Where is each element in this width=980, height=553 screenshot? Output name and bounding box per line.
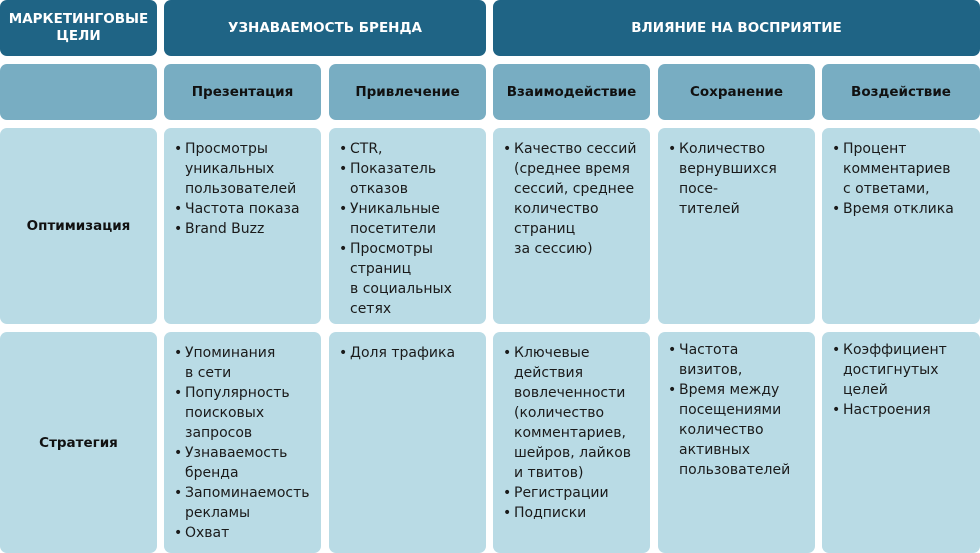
cell-optimization-attraction: [329, 128, 486, 324]
subheader-blank: [0, 64, 157, 120]
column-header-label: Воздействие: [851, 84, 951, 100]
header-group-awareness: [164, 0, 486, 56]
metric-item: • Просмотры страниц в социальных сетях: [339, 239, 482, 319]
column-header-impact: [822, 64, 980, 120]
metric-item: • Количество вернувшихся посе- тителей: [668, 139, 811, 219]
metric-list: [164, 128, 321, 239]
row-label-text: Оптимизация: [26, 218, 131, 234]
cell-strategy-attraction: [329, 332, 486, 553]
metric-item: • Регистрации: [503, 483, 646, 503]
header-goals-label: МАРКЕТИНГОВЫЕ ЦЕЛИ: [8, 11, 149, 44]
metric-list: [822, 332, 980, 420]
cell-strategy-engagement: [493, 332, 650, 553]
metric-list: [493, 128, 650, 259]
metric-item: • Частота визитов,: [668, 340, 811, 380]
metric-item: • Время отклика: [832, 199, 976, 219]
cell-optimization-engagement: [493, 128, 650, 324]
metric-list: [164, 332, 321, 543]
metric-list: [822, 128, 980, 219]
column-header-label: Презентация: [191, 84, 294, 100]
metric-item: • Коэффициент достигнутых целей: [832, 340, 976, 400]
row-label-optimization: [0, 128, 157, 324]
column-header-label: Сохранение: [689, 84, 784, 100]
metric-item: • Просмотры уникальных пользователей: [174, 139, 317, 199]
cell-strategy-retention: [658, 332, 815, 553]
header-group-influence-label: ВЛИЯНИЕ НА ВОСПРИЯТИЕ: [631, 20, 842, 36]
metric-item: • Популярность поисковых запросов: [174, 383, 317, 443]
metric-list: [329, 128, 486, 319]
metric-item: • Частота показа: [174, 199, 317, 219]
column-header-engagement: [493, 64, 650, 120]
metric-list: [329, 332, 486, 363]
cell-strategy-presentation: [164, 332, 321, 553]
column-header-attraction: [329, 64, 486, 120]
row-label-text: Стратегия: [39, 434, 118, 451]
metric-item: • Уникальные посетители: [339, 199, 482, 239]
metric-list: [493, 332, 650, 523]
metric-item: • Ключевые действия вовлеченности (количество комментариев, шейров, лайков и твитов): [503, 343, 646, 483]
metric-item: • CTR,: [339, 139, 482, 159]
metric-list: [658, 128, 815, 219]
cell-optimization-impact: [822, 128, 980, 324]
metric-item: • Упоминания в сети: [174, 343, 317, 383]
column-header-retention: [658, 64, 815, 120]
metric-item: • Качество сессий (среднее время сессий, среднее количество страниц за сессию): [503, 139, 646, 259]
cell-optimization-presentation: [164, 128, 321, 324]
metric-item: • Показатель отказов: [339, 159, 482, 199]
column-header-label: Взаимодействие: [506, 84, 637, 100]
column-header-presentation: [164, 64, 321, 120]
cell-optimization-retention: [658, 128, 815, 324]
metric-item: • Процент комментариев с ответами,: [832, 139, 976, 199]
header-group-influence: [493, 0, 980, 56]
metric-item: • Узнаваемость бренда: [174, 443, 317, 483]
metric-item: • Охват: [174, 523, 317, 543]
metric-item: • Brand Buzz: [174, 219, 317, 239]
metric-item: • Настроения: [832, 400, 976, 420]
metric-item: • Запоминаемость рекламы: [174, 483, 317, 523]
header-goals: [0, 0, 157, 56]
header-group-awareness-label: УЗНАВАЕМОСТЬ БРЕНДА: [228, 20, 422, 36]
metric-item: • Подписки: [503, 503, 646, 523]
row-label-strategy: [0, 332, 157, 553]
metric-list: [658, 332, 815, 480]
metric-item: • Время между посещениями количество активных пользователей: [668, 380, 811, 480]
column-header-label: Привлечение: [355, 84, 460, 100]
cell-strategy-impact: [822, 332, 980, 553]
metric-item: • Доля трафика: [339, 343, 482, 363]
